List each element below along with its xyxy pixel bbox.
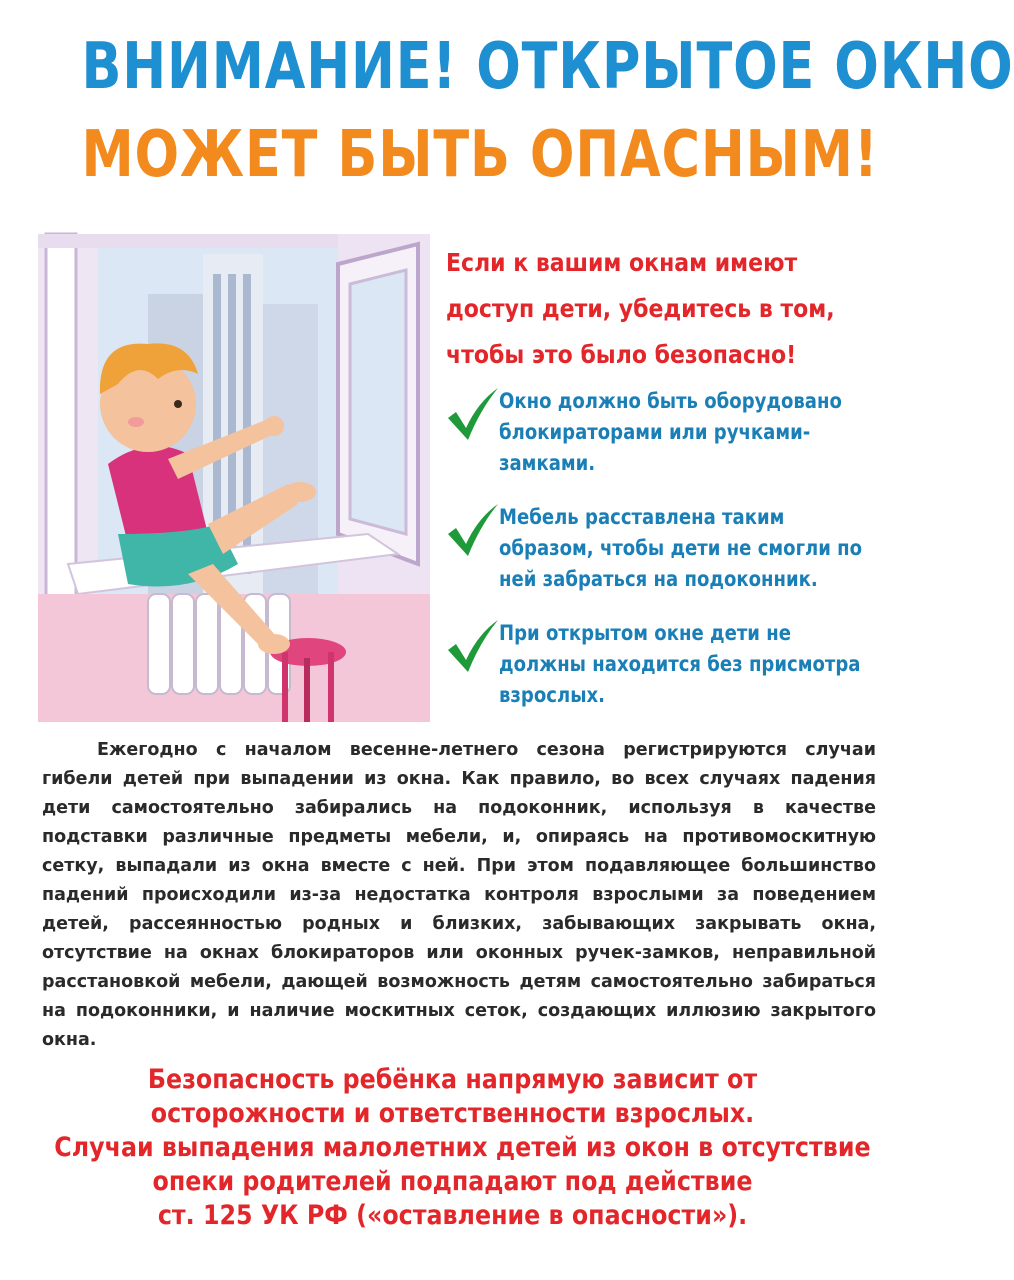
checklist-item-3-line-2: должны находится без присмотра (499, 652, 861, 676)
checkmark-icon (444, 616, 500, 674)
footer-line-5: ст. 125 УК РФ («оставление в опасности»). (157, 1200, 748, 1231)
checkmark-icon (444, 500, 500, 558)
checklist-item-1-line-3: замками. (499, 451, 596, 475)
footer-line-3: Случаи выпадения малолетних детей из окон в отсутствие (54, 1132, 871, 1163)
checklist-item-3-line-1: При открытом окне дети не (499, 621, 791, 645)
checkmark-icon (444, 384, 500, 442)
title-line-2: МОЖЕТ БЫТЬ ОПАСНЫМ! (81, 118, 879, 192)
body-paragraph: Ежегодно с началом весенне-летнего сезона регистрируются случаи гибели детей при выпадении из окна. Как правило, во всех случаях падения дети самостоятельно забирались на подоконник, используя в качестве подставки различные предметы мебели, и, опираясь на противомоскитную сетку, выпадали из окна вместе с ней. При этом подавляющее большинство падений происходили из-за недостатка контроля взрослыми за поведением детей, рассеянностью родных и близких, забывающих закрывать окна, отсутствие на окнах блокираторов или оконных ручек-замков, неправильной расстановкой мебели, дающей возможность детям самостоятельно забираться на подоконники, и наличие москитных сеток, создающих иллюзию закрытого окна. (42, 740, 876, 1050)
checklist-item-1-line-1: Окно должно быть оборудовано (499, 389, 842, 413)
child-at-window-illustration (38, 234, 430, 722)
checklist-item-3-line-3: взрослых. (499, 683, 606, 707)
intro-line-1: Если к вашим окнам имеют (446, 248, 798, 277)
checklist-item-2-line-3: ней забраться на подоконник. (499, 567, 818, 591)
footer-line-1: Безопасность ребёнка напрямую зависит от (147, 1064, 758, 1095)
intro-warning (446, 240, 833, 378)
title-line-1: ВНИМАНИЕ! ОТКРЫТОЕ ОКНО (81, 30, 1014, 104)
footer-line-4: опеки родителей подпадают под действие (152, 1166, 753, 1197)
intro-line-3: чтобы это было безопасно! (446, 340, 797, 369)
footer-warning (0, 1063, 905, 1233)
checklist-item-2-line-1: Мебель расставлена таким (499, 505, 785, 529)
footer-line-2: осторожности и ответственности взрослых. (150, 1098, 755, 1129)
checklist-item-1-line-2: блокираторами или ручками- (499, 420, 811, 444)
intro-line-2: доступ дети, убедитесь в том, (446, 294, 835, 323)
checklist-item-2-line-2: образом, чтобы дети не смогли по (499, 536, 863, 560)
